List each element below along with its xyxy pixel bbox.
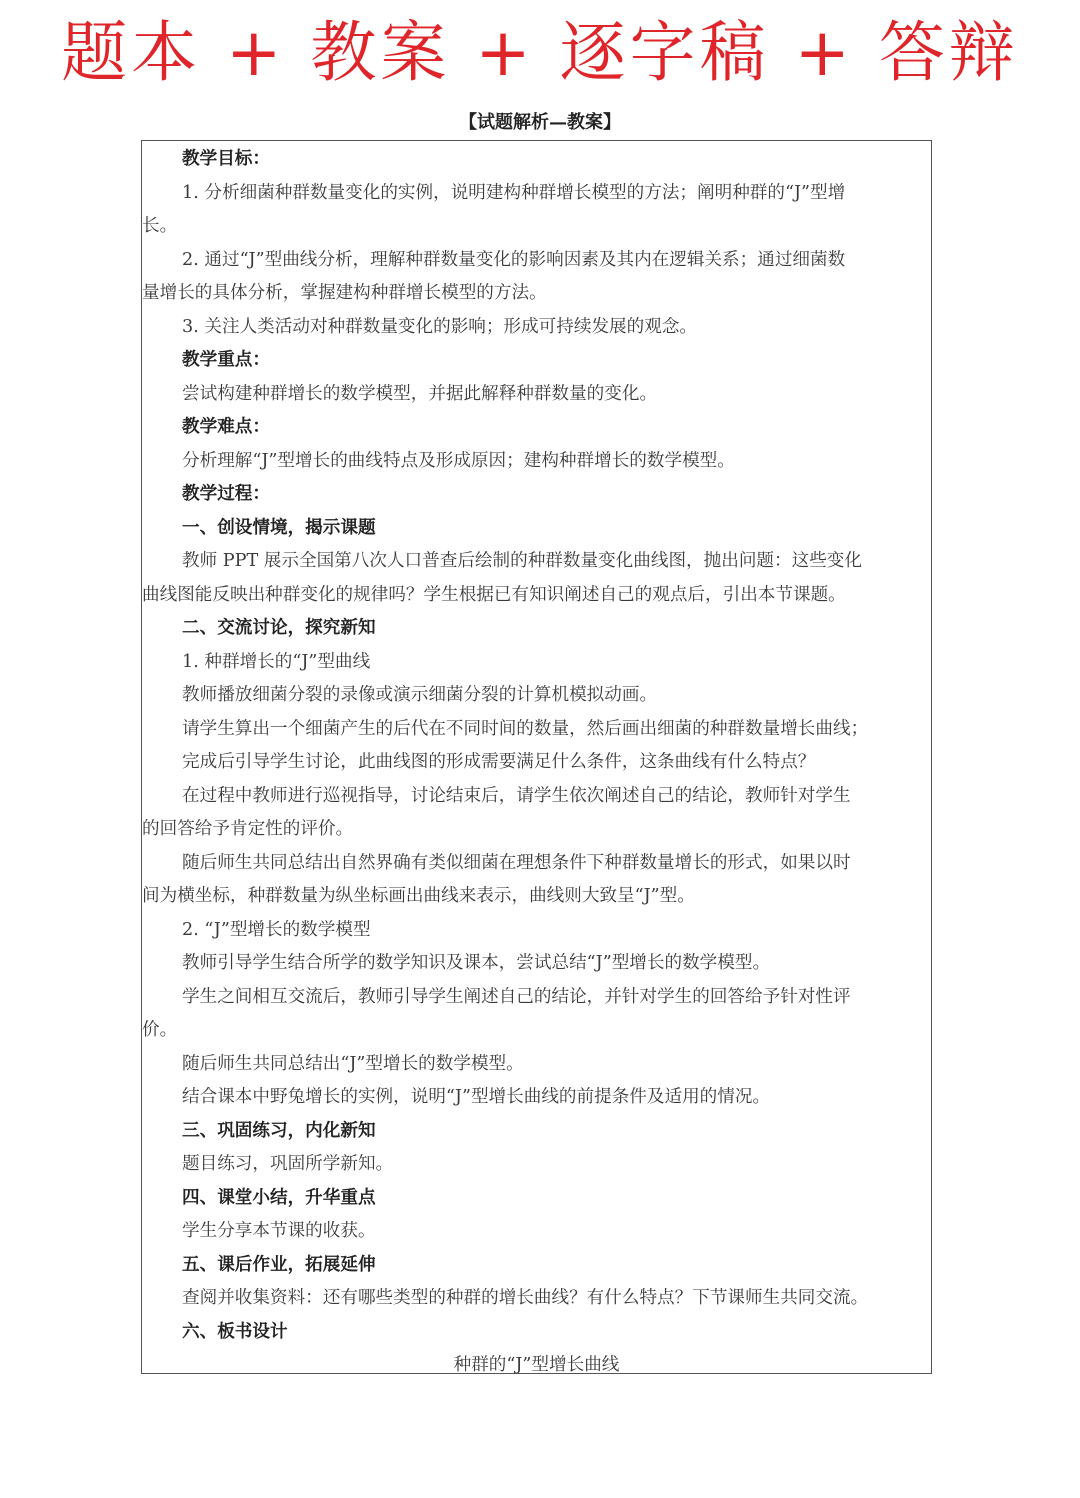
text-line: 分析理解“J”型增长的曲线特点及形成原因；建构种群增长的数学模型。 <box>182 450 735 471</box>
text-line: 量增长的具体分析，掌握建构种群增长模型的方法。 <box>142 283 547 303</box>
board-design-title: 种群的“J”型增长曲线 <box>453 1355 620 1374</box>
section-heading: 教学难点： <box>182 417 270 437</box>
text-line: 1. 分析细菌种群数量变化的实例，说明建构种群增长模型的方法；阐明种群的“J”型增 <box>182 182 846 203</box>
document-title: 【试题解析—教案】 <box>459 112 621 133</box>
section-heading: 五、课后作业，拓展延伸 <box>182 1254 376 1275</box>
text-line: 教师 PPT 展示全国第八次人口普查后绘制的种群数量变化曲线图，抛出问题：这些变化 <box>182 551 862 571</box>
text-line: 尝试构建种群增长的数学模型，并据此解释种群数量的变化。 <box>182 383 658 404</box>
text-line: 价。 <box>142 1020 178 1040</box>
text-line: 3. 关注人类活动对种群数量变化的影响；形成可持续发展的观念。 <box>182 316 698 337</box>
text-line: 随后师生共同总结出“J”型增长的数学模型。 <box>182 1053 524 1074</box>
text-line: 2. “J”型增长的数学模型 <box>182 919 371 940</box>
text-line: 教师播放细菌分裂的录像或演示细菌分裂的计算机模拟动画。 <box>182 685 658 705</box>
section-heading: 二、交流讨论，探究新知 <box>182 618 376 638</box>
text-line: 查阅并收集资料：还有哪些类型的种群的增长曲线？有什么特点？下节课师生共同交流。 <box>182 1288 869 1308</box>
text-line: 2. 通过“J”型曲线分析，理解种群数量变化的影响因素及其内在逻辑关系；通过细菌数 <box>182 249 846 270</box>
section-heading: 六、板书设计 <box>182 1321 288 1342</box>
lesson-plan-content <box>142 141 931 1374</box>
section-heading: 教学重点： <box>182 350 270 370</box>
text-line: 题目练习，巩固所学新知。 <box>182 1154 394 1174</box>
text-line: 曲线图能反映出种群变化的规律吗？学生根据已有知识阐述自己的观点后，引出本节课题。 <box>142 584 846 605</box>
text-line: 长。 <box>142 216 178 236</box>
text-line: 完成后引导学生讨论，此曲线图的形成需要满足什么条件，这条曲线有什么特点？ <box>182 752 816 772</box>
section-heading: 教学过程： <box>182 484 270 504</box>
text-line: 学生分享本节课的收获。 <box>182 1221 376 1241</box>
text-line: 请学生算出一个细菌产生的后代在不同时间的数量，然后画出细菌的种群数量增长曲线； <box>182 718 869 739</box>
text-line: 结合课本中野兔增长的实例，说明“J”型增长曲线的前提条件及适用的情况。 <box>182 1087 771 1107</box>
text-line: 间为横坐标，种群数量为纵坐标画出曲线来表示，曲线则大致呈“J”型。 <box>142 886 695 906</box>
text-line: 的回答给予肯定性的评价。 <box>142 819 354 839</box>
section-heading: 三、巩固练习，内化新知 <box>182 1120 376 1141</box>
text-line: 学生之间相互交流后，教师引导学生阐述自己的结论，并针对学生的回答给予针对性评 <box>182 986 851 1007</box>
text-line: 1. 种群增长的“J”型曲线 <box>182 651 371 672</box>
text-line: 在过程中教师进行巡视指导，讨论结束后，请学生依次阐述自己的结论，教师针对学生 <box>182 785 851 806</box>
text-line: 随后师生共同总结出自然界确有类似细菌在理想条件下种群数量增长的形式，如果以时 <box>182 852 851 873</box>
section-heading: 一、创设情境，揭示课题 <box>182 517 376 538</box>
section-heading: 教学目标： <box>182 149 270 169</box>
lesson-plan-box <box>141 140 932 1374</box>
section-heading: 四、课堂小结，升华重点 <box>182 1187 376 1208</box>
text-line: 教师引导学生结合所学的数学知识及课本，尝试总结“J”型增长的数学模型。 <box>182 953 771 973</box>
banner-title: 题本 + 教案 + 逐字稿 + 答辩 <box>61 14 1019 91</box>
